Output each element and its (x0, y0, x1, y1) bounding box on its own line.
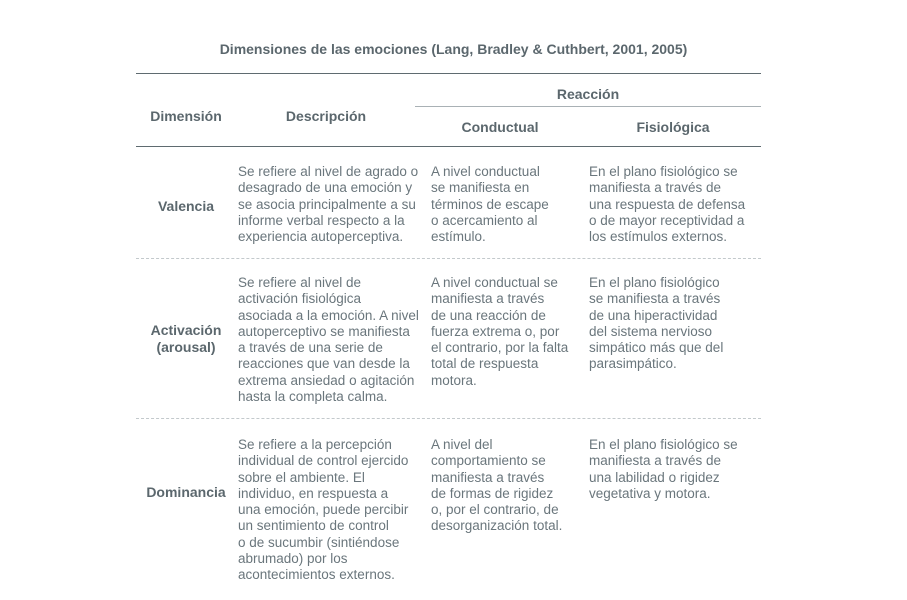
text-line: manifiesta a través de (589, 180, 722, 196)
text-line: una labilidad o rigidez (589, 469, 720, 485)
row-physiological-activacion (589, 275, 723, 373)
text-line: extrema ansiedad o agitación (238, 372, 415, 388)
table-title: Dimensiones de las emociones (Lang, Bradley & Cuthbert, 2001, 2005) (219, 41, 688, 57)
text-line: los estímulos externos. (589, 229, 728, 245)
dimension-line: (arousal) (156, 339, 216, 355)
text-line: se manifiesta a través (589, 291, 721, 307)
row-dimension-activacion (136, 322, 236, 356)
text-line: o de mayor receptividad a (589, 212, 745, 228)
text-line: estímulo. (431, 229, 486, 245)
text-line: desorganización total. (431, 518, 563, 534)
text-line: fuerza extrema o, por (431, 323, 560, 339)
text-line: total de respuesta (431, 356, 539, 372)
text-line: individuo, en respuesta a (238, 485, 389, 501)
text-line: A nivel conductual se (431, 275, 558, 290)
text-line: En el plano fisiológico se (589, 437, 738, 452)
reaction-subheader-rule (415, 106, 761, 107)
text-line: se manifiesta en (431, 180, 530, 196)
text-line: una emoción, puede percibir (238, 502, 409, 518)
header-dimension: Dimensión (150, 108, 222, 124)
text-line: parasimpático. (589, 356, 677, 372)
text-line: experiencia autoperceptiva. (238, 229, 404, 245)
dimension-line: Valencia (157, 198, 215, 214)
row-behavioral-valencia (431, 164, 549, 245)
text-line: manifiesta a través (431, 291, 545, 307)
row-behavioral-activacion (431, 275, 568, 389)
text-line: A nivel del (431, 437, 493, 452)
text-line: de una reacción de (431, 307, 546, 323)
header-behavioral: Conductual (461, 119, 539, 135)
text-line: una respuesta de defensa (589, 196, 746, 212)
text-line: comportamiento se (431, 453, 546, 469)
text-line: activación fisiológica (238, 291, 362, 307)
row-physiological-dominancia (589, 437, 738, 502)
row-divider (136, 418, 761, 419)
row-description-valencia (238, 164, 418, 245)
row-dimension-dominancia (136, 484, 236, 501)
text-line: a través de una serie de (238, 340, 383, 356)
text-line: abrumado) por los (238, 551, 348, 567)
text-line: hasta la completa calma. (238, 389, 388, 405)
text-line: el contrario, por la falta (431, 340, 569, 356)
text-line: o acercamiento al (431, 212, 538, 228)
text-line: manifiesta a través de (589, 453, 722, 469)
text-line: En el plano fisiológico (589, 275, 720, 290)
row-behavioral-dominancia (431, 437, 562, 535)
text-line: autoperceptivo se manifiesta (238, 323, 410, 339)
row-description-activacion (238, 275, 419, 405)
text-line: sobre el ambiente. El (238, 469, 365, 485)
text-line: o, por el contrario, de (431, 502, 559, 518)
text-line: de formas de rigidez (431, 485, 554, 501)
text-line: vegetativa y motora. (589, 485, 711, 501)
text-line: asociada a la emoción. A nivel (238, 307, 419, 323)
header-description: Descripción (285, 108, 367, 124)
row-physiological-valencia (589, 164, 745, 245)
row-dimension-valencia (136, 198, 236, 215)
text-line: Se refiere al nivel de (238, 275, 362, 290)
text-line: del sistema nervioso (589, 323, 713, 339)
text-line: informe verbal respecto a la (238, 212, 405, 228)
text-line: términos de escape (431, 196, 549, 212)
row-description-dominancia (238, 437, 408, 584)
dimension-line: Activación (150, 322, 222, 338)
text-line: En el plano fisiológico se (589, 164, 738, 179)
header-physiological: Fisiológica (636, 119, 710, 135)
text-line: acontecimientos externos. (238, 567, 395, 583)
text-line: motora. (431, 372, 477, 388)
header-bottom-rule (136, 146, 761, 147)
dimension-line: Dominancia (146, 484, 226, 500)
text-line: manifiesta a través (431, 469, 545, 485)
text-line: un sentimiento de control (238, 518, 389, 534)
row-divider (136, 258, 761, 259)
text-line: Se refiere al nivel de agrado o (238, 164, 419, 179)
text-line: de una hiperactividad (589, 307, 718, 323)
text-line: A nivel conductual (431, 164, 540, 179)
header-reaction: Reacción (556, 86, 620, 102)
text-line: Se refiere a la percepción (238, 437, 392, 452)
text-line: desagrado de una emoción y (238, 180, 413, 196)
text-line: individual de control ejercido (238, 453, 409, 469)
text-line: se asocia principalmente a su (238, 196, 416, 212)
text-line: reacciones que van desde la (238, 356, 410, 372)
text-line: simpático más que del (589, 340, 724, 356)
table-top-rule (136, 73, 761, 74)
text-line: o de sucumbir (sintiéndose (238, 534, 400, 550)
